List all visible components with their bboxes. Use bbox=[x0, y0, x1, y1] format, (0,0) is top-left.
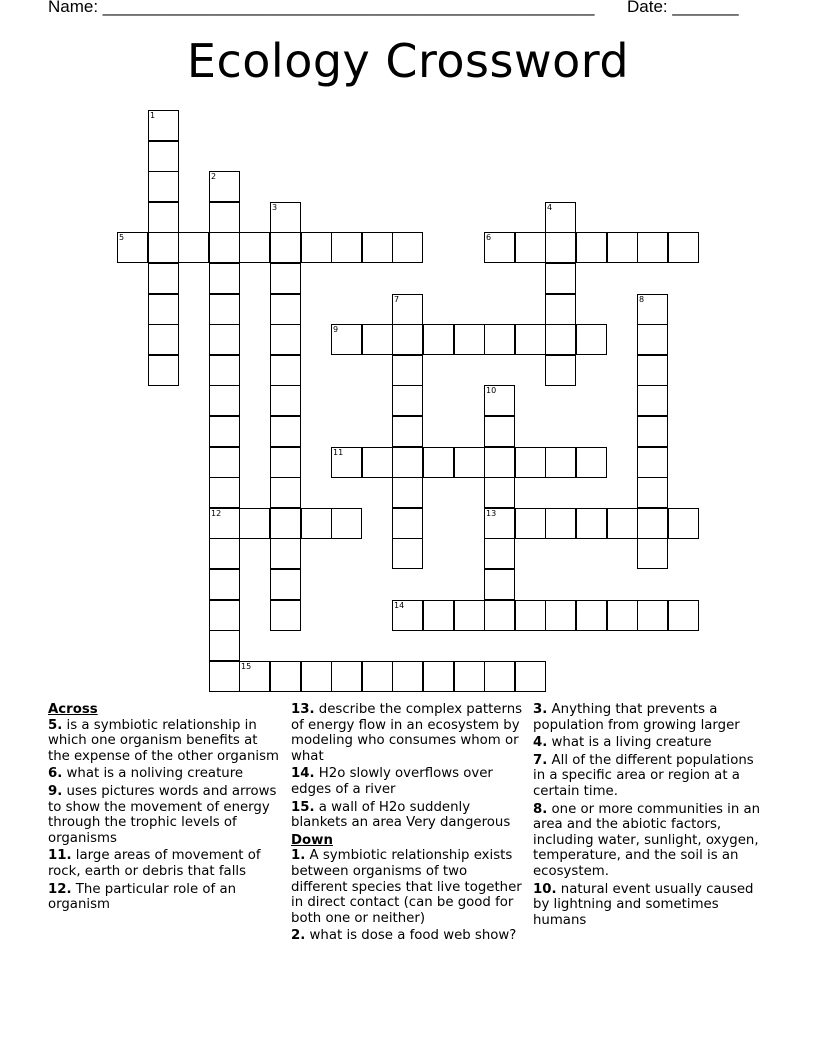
grid-cell[interactable] bbox=[545, 232, 576, 263]
grid-cell[interactable] bbox=[484, 569, 515, 600]
grid-cell[interactable] bbox=[148, 232, 179, 263]
grid-cell[interactable] bbox=[545, 202, 576, 233]
grid-cell[interactable] bbox=[484, 508, 515, 539]
grid-cell[interactable] bbox=[484, 232, 515, 263]
grid-cell[interactable] bbox=[209, 324, 240, 355]
grid-cell[interactable] bbox=[637, 416, 668, 447]
grid-cell[interactable] bbox=[239, 232, 270, 263]
clue-number: 5 bbox=[119, 233, 125, 242]
grid-cell[interactable] bbox=[392, 416, 423, 447]
grid-cell[interactable] bbox=[515, 600, 546, 631]
clue-across-11: 11. large areas of movement of rock, earth or debris that falls bbox=[48, 848, 261, 879]
grid-cell[interactable] bbox=[484, 600, 515, 631]
grid-cell[interactable] bbox=[148, 171, 179, 202]
grid-cell[interactable] bbox=[484, 538, 515, 569]
grid-cell[interactable] bbox=[209, 630, 240, 661]
clue-number: 15 bbox=[241, 662, 252, 671]
clue-down-4: 4. what is a living creature bbox=[533, 735, 712, 751]
clue-down-1: 1. A symbiotic relationship exists between organisms of two different species that live together in direct contact (can be good for both one or neither) bbox=[291, 848, 522, 926]
grid-cell[interactable] bbox=[301, 232, 332, 263]
grid-cell[interactable] bbox=[668, 600, 699, 631]
grid-cell[interactable] bbox=[270, 661, 301, 692]
across-heading: Across bbox=[48, 702, 98, 717]
clues-column-2 bbox=[291, 702, 525, 946]
grid-cell[interactable] bbox=[178, 232, 209, 263]
clue-number: 12 bbox=[211, 509, 222, 518]
grid-cell[interactable] bbox=[607, 600, 638, 631]
grid-cell[interactable] bbox=[392, 600, 423, 631]
grid-cell[interactable] bbox=[484, 416, 515, 447]
grid-cell[interactable] bbox=[209, 447, 240, 478]
clue-number: 2 bbox=[211, 172, 217, 181]
grid-cell[interactable] bbox=[270, 232, 301, 263]
grid-cell[interactable] bbox=[545, 447, 576, 478]
grid-cell[interactable] bbox=[392, 324, 423, 355]
grid-cell[interactable] bbox=[454, 447, 485, 478]
grid-cell[interactable] bbox=[392, 661, 423, 692]
grid-cell[interactable] bbox=[148, 263, 179, 294]
clue-number: 10 bbox=[486, 386, 497, 395]
grid-cell[interactable] bbox=[545, 294, 576, 325]
clue-number: 13 bbox=[486, 509, 497, 518]
grid-cell[interactable] bbox=[209, 477, 240, 508]
grid-cell[interactable] bbox=[515, 447, 546, 478]
grid-cell[interactable] bbox=[209, 263, 240, 294]
grid-cell[interactable] bbox=[270, 294, 301, 325]
grid-cell[interactable] bbox=[576, 324, 607, 355]
grid-cell[interactable] bbox=[637, 294, 668, 325]
name-field[interactable]: Name: ____________________________________________________ bbox=[48, 0, 595, 16]
grid-cell[interactable] bbox=[515, 661, 546, 692]
grid-cell[interactable] bbox=[515, 324, 546, 355]
grid-cell[interactable] bbox=[117, 232, 148, 263]
grid-cell[interactable] bbox=[392, 538, 423, 569]
grid-cell[interactable] bbox=[545, 355, 576, 386]
grid-cell[interactable] bbox=[668, 232, 699, 263]
grid-cell[interactable] bbox=[392, 508, 423, 539]
clue-number: 8 bbox=[639, 295, 645, 304]
down-heading: Down bbox=[291, 832, 333, 848]
grid-cell[interactable] bbox=[270, 569, 301, 600]
grid-cell[interactable] bbox=[545, 263, 576, 294]
grid-cell[interactable] bbox=[454, 661, 485, 692]
grid-cell[interactable] bbox=[331, 661, 362, 692]
grid-cell[interactable] bbox=[270, 477, 301, 508]
grid-cell[interactable] bbox=[209, 355, 240, 386]
clue-down-10: 10. natural event usually caused by lightning and sometimes humans bbox=[533, 881, 754, 928]
grid-cell[interactable] bbox=[209, 202, 240, 233]
grid-cell[interactable] bbox=[270, 508, 301, 539]
grid-cell[interactable] bbox=[576, 232, 607, 263]
clue-number: 4 bbox=[547, 203, 553, 212]
grid-cell[interactable] bbox=[209, 232, 240, 263]
clues-column-1 bbox=[48, 702, 280, 915]
clue-down-2: 2. what is dose a food web show? bbox=[291, 928, 517, 944]
grid-cell[interactable] bbox=[515, 508, 546, 539]
grid-cell[interactable] bbox=[362, 232, 393, 263]
grid-cell[interactable] bbox=[637, 324, 668, 355]
grid-cell[interactable] bbox=[637, 538, 668, 569]
grid-cell[interactable] bbox=[270, 355, 301, 386]
grid-cell[interactable] bbox=[209, 294, 240, 325]
grid-cell[interactable] bbox=[484, 324, 515, 355]
grid-cell[interactable] bbox=[392, 447, 423, 478]
grid-cell[interactable] bbox=[484, 385, 515, 416]
grid-cell[interactable] bbox=[209, 600, 240, 631]
grid-cell[interactable] bbox=[423, 661, 454, 692]
clue-down-8: 8. one or more communities in an area and the abiotic factors, including water, sunlight, oxygen, temperature, and the soil is an ecosystem. bbox=[533, 801, 761, 879]
clue-across-15: 15. a wall of H2o suddenly blankets an area Very dangerous bbox=[291, 799, 511, 831]
grid-cell[interactable] bbox=[484, 477, 515, 508]
grid-cell[interactable] bbox=[545, 508, 576, 539]
grid-cell[interactable] bbox=[209, 171, 240, 202]
clue-across-9: 9. uses pictures words and arrows to show the movement of energy through the trophic levels of organisms bbox=[48, 783, 277, 846]
clue-number: 14 bbox=[394, 601, 405, 610]
grid-cell[interactable] bbox=[637, 355, 668, 386]
grid-cell[interactable] bbox=[148, 110, 179, 141]
grid-cell[interactable] bbox=[423, 324, 454, 355]
grid-cell[interactable] bbox=[607, 232, 638, 263]
clue-number: 3 bbox=[272, 203, 278, 212]
clue-across-12: 12. The particular role of an organism bbox=[48, 881, 237, 913]
grid-cell[interactable] bbox=[392, 477, 423, 508]
grid-cell[interactable] bbox=[239, 508, 270, 539]
grid-cell[interactable] bbox=[515, 232, 546, 263]
grid-cell[interactable] bbox=[270, 447, 301, 478]
grid-cell[interactable] bbox=[362, 661, 393, 692]
clue-number: 6 bbox=[486, 233, 492, 242]
grid-cell[interactable] bbox=[637, 477, 668, 508]
clues-column-3 bbox=[533, 702, 768, 930]
page-title: Ecology Crossword bbox=[186, 34, 630, 88]
grid-cell[interactable] bbox=[270, 385, 301, 416]
clue-down-3: 3. Anything that prevents a population from growing larger bbox=[533, 702, 740, 733]
grid-cell[interactable] bbox=[270, 324, 301, 355]
grid-cell[interactable] bbox=[148, 324, 179, 355]
grid-cell[interactable] bbox=[331, 232, 362, 263]
grid-cell[interactable] bbox=[148, 294, 179, 325]
grid-cell[interactable] bbox=[331, 508, 362, 539]
grid-cell[interactable] bbox=[209, 569, 240, 600]
grid-cell[interactable] bbox=[637, 508, 668, 539]
grid-cell[interactable] bbox=[148, 141, 179, 172]
grid-cell[interactable] bbox=[301, 661, 332, 692]
grid-cell[interactable] bbox=[423, 600, 454, 631]
grid-cell[interactable] bbox=[209, 538, 240, 569]
grid-cell[interactable] bbox=[301, 508, 332, 539]
grid-cell[interactable] bbox=[239, 661, 270, 692]
clue-across-5: 5. is a symbiotic relationship in which one organism benefits at the expense of the other organism bbox=[48, 717, 279, 764]
grid-cell[interactable] bbox=[331, 324, 362, 355]
grid-cell[interactable] bbox=[270, 202, 301, 233]
clue-across-6: 6. what is a noliving creature bbox=[48, 766, 244, 782]
grid-cell[interactable] bbox=[392, 294, 423, 325]
grid-cell[interactable] bbox=[668, 508, 699, 539]
grid-cell[interactable] bbox=[637, 385, 668, 416]
grid-cell[interactable] bbox=[209, 508, 240, 539]
grid-cell[interactable] bbox=[209, 661, 240, 692]
grid-cell[interactable] bbox=[270, 416, 301, 447]
clue-across-13: 13. describe the complex patterns of energy flow in an ecosystem by modeling who consumes whom or what bbox=[291, 702, 523, 764]
grid-cell[interactable] bbox=[545, 324, 576, 355]
grid-cell[interactable] bbox=[362, 324, 393, 355]
grid-cell[interactable] bbox=[148, 355, 179, 386]
grid-cell[interactable] bbox=[576, 447, 607, 478]
clue-number: 1 bbox=[150, 111, 156, 120]
grid-cell[interactable] bbox=[362, 447, 393, 478]
clue-number: 9 bbox=[333, 325, 339, 334]
clue-number: 7 bbox=[394, 295, 400, 304]
grid-cell[interactable] bbox=[484, 661, 515, 692]
grid-cell[interactable] bbox=[331, 447, 362, 478]
grid-cell[interactable] bbox=[576, 508, 607, 539]
clue-number: 11 bbox=[333, 448, 344, 457]
grid-cell[interactable] bbox=[545, 600, 576, 631]
grid-cell[interactable] bbox=[209, 385, 240, 416]
grid-cell[interactable] bbox=[270, 263, 301, 294]
grid-cell[interactable] bbox=[454, 600, 485, 631]
grid-cell[interactable] bbox=[270, 600, 301, 631]
grid-cell[interactable] bbox=[607, 508, 638, 539]
grid-cell[interactable] bbox=[392, 355, 423, 386]
grid-cell[interactable] bbox=[423, 447, 454, 478]
grid-cell[interactable] bbox=[209, 416, 240, 447]
grid-cell[interactable] bbox=[148, 202, 179, 233]
grid-cell[interactable] bbox=[576, 600, 607, 631]
grid-cell[interactable] bbox=[637, 447, 668, 478]
clue-down-7: 7. All of the different populations in a specific area or region at a certain time. bbox=[533, 752, 754, 799]
clue-across-14: 14. H2o slowly overflows over edges of a river bbox=[291, 766, 493, 797]
grid-cell[interactable] bbox=[637, 600, 668, 631]
grid-cell[interactable] bbox=[392, 385, 423, 416]
date-field[interactable]: Date: _______ bbox=[627, 0, 739, 16]
grid-cell[interactable] bbox=[392, 232, 423, 263]
grid-cell[interactable] bbox=[270, 538, 301, 569]
grid-cell[interactable] bbox=[637, 232, 668, 263]
grid-cell[interactable] bbox=[484, 447, 515, 478]
grid-cell[interactable] bbox=[454, 324, 485, 355]
